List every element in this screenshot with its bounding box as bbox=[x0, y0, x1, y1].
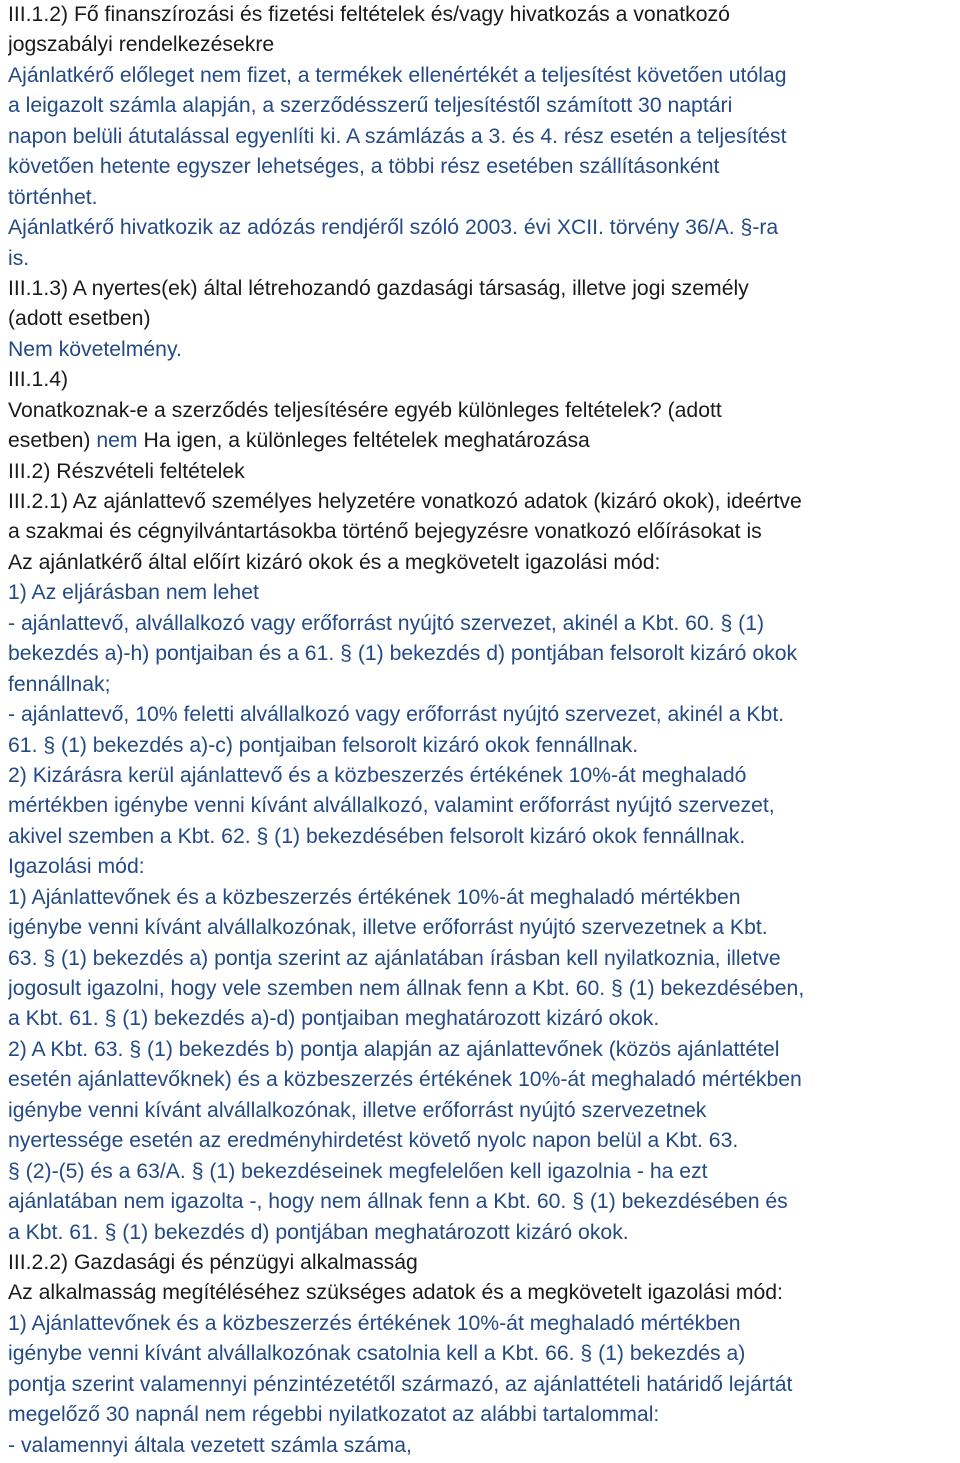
text-line bbox=[8, 639, 954, 669]
answer-text: napon belüli átutalással egyenlíti ki. A számlázás a 3. és 4. rész esetén a teljesítést bbox=[8, 124, 787, 148]
text-line bbox=[8, 578, 954, 608]
answer-text: történhet. bbox=[8, 185, 98, 209]
heading-text: III.1.2) Fő finanszírozási és fizetési feltételek és/vagy hivatkozás a vonatkozó bbox=[8, 3, 730, 26]
text-line bbox=[8, 457, 954, 487]
text-line bbox=[8, 1218, 954, 1248]
answer-text: nem bbox=[96, 429, 138, 453]
text-line bbox=[8, 152, 954, 182]
text-line bbox=[8, 274, 954, 304]
heading-text: III.1.4) bbox=[8, 368, 69, 392]
answer-text: 1) Ajánlattevőnek és a közbeszerzés értékének 10%-át meghaladó mértékben bbox=[8, 885, 741, 909]
text-line bbox=[8, 1339, 954, 1369]
text-line bbox=[8, 1157, 954, 1187]
text-line bbox=[8, 304, 954, 334]
answer-text: - ajánlattevő, 10% feletti alvállalkozó vagy erőforrást nyújtó szervezet, akinél a Kbt. bbox=[8, 703, 785, 727]
answer-text: igénybe venni kívánt alvállalkozónak csatolnia kell a Kbt. 66. § (1) bekezdés a) bbox=[8, 1342, 746, 1366]
answer-text: a Kbt. 61. § (1) bekezdés d) pontjában meghatározott kizáró okok. bbox=[8, 1220, 629, 1244]
heading-text: III.2.2) Gazdasági és pénzügyi alkalmasság bbox=[8, 1250, 418, 1274]
text-line bbox=[8, 852, 954, 882]
answer-text: - ajánlattevő, alvállalkozó vagy erőforrást nyújtó szervezet, akinél a Kbt. 60. § (1) bbox=[8, 611, 765, 635]
heading-text: esetben) bbox=[8, 429, 97, 453]
text-line bbox=[8, 1309, 954, 1339]
text-line bbox=[8, 487, 954, 517]
answer-text: 2) Kizárásra kerül ajánlattevő és a közbeszerzés értékének 10%-át meghaladó bbox=[8, 763, 747, 787]
text-line bbox=[8, 1187, 954, 1217]
answer-text: fennállnak; bbox=[8, 672, 111, 696]
answer-text: pontja szerint valamennyi pénzintézetétől származó, az ajánlattételi határidő lejártát bbox=[8, 1372, 793, 1396]
heading-text: (adott esetben) bbox=[8, 307, 151, 331]
text-line bbox=[8, 1096, 954, 1126]
answer-text: ajánlatában nem igazolta -, hogy nem állnak fenn a Kbt. 60. § (1) bekezdésében és bbox=[8, 1190, 788, 1214]
text-line bbox=[8, 213, 954, 243]
text-line bbox=[8, 426, 954, 456]
text-line bbox=[8, 1431, 954, 1461]
text-line bbox=[8, 548, 954, 578]
answer-text: is. bbox=[8, 246, 30, 270]
text-line bbox=[8, 1370, 954, 1400]
answer-text: igénybe venni kívánt alvállalkozónak, illetve erőforrást nyújtó szervezetnek bbox=[8, 1098, 707, 1122]
heading-text: Az ajánlatkérő által előírt kizáró okok és a megkövetelt igazolási mód: bbox=[8, 550, 661, 574]
answer-text: Igazolási mód: bbox=[8, 855, 145, 879]
text-line bbox=[8, 700, 954, 730]
answer-text: esetén ajánlattevőknek) és a közbeszerzés értékének 10%-át meghaladó mértékben bbox=[8, 1068, 802, 1092]
heading-text: Ha igen, a különleges feltételek meghatározása bbox=[137, 429, 590, 453]
text-line bbox=[8, 1278, 954, 1308]
heading-text: a szakmai és cégnyilvántartásokba történő bejegyzésre vonatkozó előírásokat is bbox=[8, 520, 762, 544]
heading-text: III.1.3) A nyertes(ek) által létrehozandó gazdasági társaság, illetve jogi személy bbox=[8, 276, 749, 300]
answer-text: 1) Ajánlattevőnek és a közbeszerzés értékének 10%-át meghaladó mértékben bbox=[8, 1311, 741, 1335]
heading-text: III.2) Részvételi feltételek bbox=[8, 459, 245, 483]
text-line bbox=[8, 61, 954, 91]
answer-text: Ajánlatkérő hivatkozik az adózás rendjéről szóló 2003. évi XCII. törvény 36/A. §-ra bbox=[8, 216, 779, 240]
answer-text: - valamennyi általa vezetett számla száma, bbox=[8, 1433, 412, 1457]
text-line bbox=[8, 791, 954, 821]
heading-text: III.2.1) Az ajánlattevő személyes helyzetére vonatkozó adatok (kizáró okok), ideértve bbox=[8, 490, 802, 513]
text-line bbox=[8, 1400, 954, 1430]
text-line bbox=[8, 1004, 954, 1034]
text-line bbox=[8, 1065, 954, 1095]
heading-text: Az alkalmasság megítéléséhez szükséges adatok és a megkövetelt igazolási mód: bbox=[8, 1281, 783, 1305]
text-line bbox=[8, 761, 954, 791]
answer-text: 61. § (1) bekezdés a)-c) pontjaiban felsorolt kizáró okok fennállnak. bbox=[8, 733, 639, 757]
text-line bbox=[8, 396, 954, 426]
text-line bbox=[8, 1126, 954, 1156]
text-line bbox=[8, 1248, 954, 1278]
text-line bbox=[8, 974, 954, 1004]
answer-text: követően hetente egyszer lehetséges, a többi rész esetében szállításonként bbox=[8, 155, 720, 179]
answer-text: a leigazolt számla alapján, a szerződésszerű teljesítéstől számított 30 naptári bbox=[8, 94, 733, 118]
text-line bbox=[8, 183, 954, 213]
text-line bbox=[8, 517, 954, 547]
answer-text: a Kbt. 61. § (1) bekezdés a)-d) pontjaiban meghatározott kizáró okok. bbox=[8, 1007, 660, 1031]
text-line bbox=[8, 91, 954, 121]
text-line bbox=[8, 913, 954, 943]
answer-text: Nem követelmény. bbox=[8, 337, 182, 361]
answer-text: jogosult igazolni, hogy vele szemben nem állnak fenn a Kbt. 60. § (1) bekezdésében, bbox=[8, 977, 805, 1000]
text-line bbox=[8, 30, 954, 60]
text-line bbox=[8, 883, 954, 913]
answer-text: nyertessége esetén az eredményhirdetést követő nyolc napon belül a Kbt. 63. bbox=[8, 1129, 739, 1153]
answer-text: megelőző 30 napnál nem régebbi nyilatkozatot az alábbi tartalommal: bbox=[8, 1403, 660, 1427]
text-line bbox=[8, 822, 954, 852]
answer-text: igénybe venni kívánt alvállalkozónak, illetve erőforrást nyújtó szervezetnek a Kbt. bbox=[8, 916, 768, 940]
text-line bbox=[8, 609, 954, 639]
heading-text: Vonatkoznak-e a szerződés teljesítésére egyéb különleges feltételek? (adott bbox=[8, 398, 722, 422]
answer-text: 63. § (1) bekezdés a) pontja szerint az ajánlatában írásban kell nyilatkoznia, illetve bbox=[8, 946, 781, 970]
answer-text: § (2)-(5) és a 63/A. § (1) bekezdéseinek megfelelően kell igazolnia - ha ezt bbox=[8, 1159, 708, 1183]
text-line bbox=[8, 365, 954, 395]
answer-text: 2) A Kbt. 63. § (1) bekezdés b) pontja alapján az ajánlattevőnek (közös ajánlattétel bbox=[8, 1037, 780, 1061]
answer-text: mértékben igénybe venni kívánt alvállalkozó, valamint erőforrást nyújtó szervezet, bbox=[8, 794, 775, 818]
text-line bbox=[8, 1035, 954, 1065]
answer-text: bekezdés a)-h) pontjaiban és a 61. § (1) bekezdés d) pontjában felsorolt kizáró okok bbox=[8, 642, 798, 666]
answer-text: 1) Az eljárásban nem lehet bbox=[8, 581, 259, 605]
heading-text: jogszabályi rendelkezésekre bbox=[8, 33, 275, 57]
text-line bbox=[8, 335, 954, 365]
text-line bbox=[8, 122, 954, 152]
answer-text: akivel szemben a Kbt. 62. § (1) bekezdésében felsorolt kizáró okok fennállnak. bbox=[8, 824, 746, 848]
text-line bbox=[8, 244, 954, 274]
answer-text: Ajánlatkérő előleget nem fizet, a termékek ellenértékét a teljesítést követően utólag bbox=[8, 63, 787, 87]
text-line bbox=[8, 731, 954, 761]
text-line bbox=[8, 0, 954, 30]
text-line bbox=[8, 944, 954, 974]
text-line bbox=[8, 670, 954, 700]
